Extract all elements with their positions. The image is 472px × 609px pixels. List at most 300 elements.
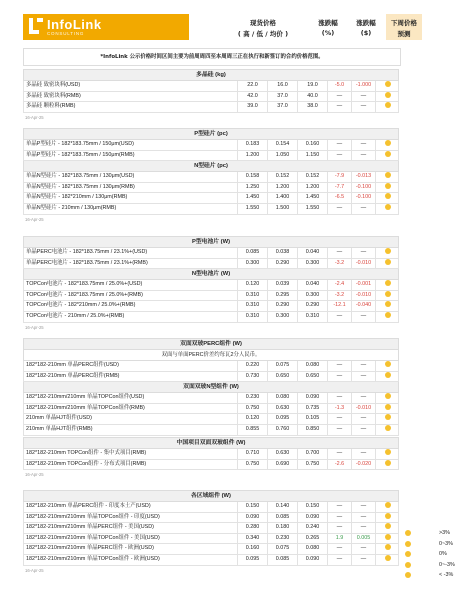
product-name: 单晶P型硅片 - 182*183.75mm / 150μm(RMB): [26, 151, 135, 158]
price-high: 1.250: [237, 183, 267, 193]
change-amount: —: [351, 513, 375, 523]
table-row: [23, 534, 399, 545]
table-row: [23, 193, 399, 204]
change-amount: -0.100: [351, 183, 375, 193]
price-high: 0.300: [237, 259, 267, 269]
price-high: 0.310: [237, 301, 267, 311]
change-percent: —: [327, 151, 351, 161]
product-name: 182*182-210mm/210mm 单晶TOPCon组件(USD): [26, 394, 145, 401]
forecast-face-icon: [385, 449, 391, 455]
price-column-header: 现货价格 ( 高 / 低 / 均价 ): [237, 19, 289, 38]
change-percent: -1.3: [327, 404, 351, 414]
price-low: 0.295: [267, 291, 297, 301]
table-row: [23, 151, 399, 162]
table-row: [23, 544, 399, 555]
price-average: 0.850: [297, 425, 327, 435]
price-high: 0.750: [237, 460, 267, 470]
section-title: 各区域组件 (W): [23, 490, 399, 502]
infolink-logo: [23, 14, 189, 40]
change-amount: -1.000: [351, 81, 375, 91]
table-row: [23, 449, 399, 460]
change-amount: —: [351, 393, 375, 403]
price-average: 40.0: [297, 92, 327, 102]
section-date: 16-Apr-25: [25, 567, 44, 573]
forecast-face-icon: [405, 551, 411, 557]
change-percent: —: [327, 204, 351, 214]
price-high: 0.120: [237, 280, 267, 290]
price-high: 0.230: [237, 393, 267, 403]
price-low: 0.095: [267, 414, 297, 424]
price-average: 1.200: [297, 183, 327, 193]
price-average: 1.450: [297, 193, 327, 203]
legend-item: [405, 571, 463, 580]
legend-item: [405, 540, 463, 549]
price-average: 0.750: [297, 460, 327, 470]
change-percent: -6.5: [327, 193, 351, 203]
legend-label: 0~-3%: [439, 561, 455, 568]
forecast-cell: [375, 151, 400, 161]
table-row: [23, 372, 399, 383]
product-name: 182*182-210mm 单晶PERC组件(USD): [26, 362, 119, 368]
forecast-cell: [375, 92, 400, 102]
change-amount: —: [351, 425, 375, 435]
forecast-face-icon: [405, 562, 411, 568]
legend-label: 0%: [439, 551, 447, 558]
table-row: [23, 404, 399, 415]
price-high: 0.158: [237, 172, 267, 182]
forecast-header: 下周价格 预测: [386, 14, 422, 40]
product-name: TOPCon电池片 - 182*183.75mm / 25.0%+(USD): [26, 281, 143, 288]
forecast-face-icon: [385, 92, 391, 98]
table-row: [23, 204, 399, 215]
price-low: 0.630: [267, 449, 297, 459]
price-average: 0.310: [297, 312, 327, 322]
table-row: [23, 280, 399, 291]
table-row: [23, 102, 399, 113]
table-row: [23, 248, 399, 259]
price-section: [23, 128, 399, 224]
forecast-face-icon: [385, 172, 391, 178]
price-high: 0.085: [237, 248, 267, 258]
forecast-face-icon: [385, 301, 391, 307]
price-average: 0.700: [297, 449, 327, 459]
forecast-cell: [375, 361, 400, 371]
forecast-face-icon: [385, 280, 391, 286]
price-high: 22.0: [237, 81, 267, 91]
price-average: 0.105: [297, 414, 327, 424]
price-high: 0.090: [237, 513, 267, 523]
section-date: 16-Apr-25: [25, 216, 44, 222]
product-name: 210mm 单晶HJT组件(USD): [26, 415, 92, 422]
price-low: 0.300: [267, 312, 297, 322]
change-amount: —: [351, 555, 375, 565]
change-percent-header: 涨跌幅 (%): [318, 19, 338, 37]
section-date: 16-Apr-25: [25, 472, 44, 478]
price-low: 0.690: [267, 460, 297, 470]
change-amount: —: [351, 449, 375, 459]
price-average: 1.550: [297, 204, 327, 214]
price-average: 0.650: [297, 372, 327, 382]
forecast-face-icon: [385, 248, 391, 254]
price-high: 0.750: [237, 404, 267, 414]
subsection-title: 双面双玻N型组件 (W): [23, 382, 399, 393]
forecast-face-icon: [385, 460, 391, 466]
change-percent: —: [327, 248, 351, 258]
price-low: 0.140: [267, 502, 297, 512]
price-average: 0.040: [297, 280, 327, 290]
price-low: 1.400: [267, 193, 297, 203]
forecast-cell: [375, 523, 400, 533]
change-amount: -0.040: [351, 301, 375, 311]
forecast-cell: [375, 460, 400, 470]
section-title: 双面双玻PERC组件 (W): [23, 338, 399, 350]
product-name: 182*182-210mm/210mm 单晶TOPCon组件 - 印度(USD): [26, 513, 160, 520]
forecast-cell: [375, 544, 400, 554]
price-high: 0.730: [237, 372, 267, 382]
forecast-cell: [375, 183, 400, 193]
product-name: 单晶P型硅片 - 182*183.75mm / 150μm(USD): [26, 141, 134, 147]
price-high: 0.095: [237, 555, 267, 565]
forecast-cell: [375, 259, 400, 269]
legend-label: < -3%: [439, 572, 454, 579]
forecast-cell: [375, 140, 400, 150]
product-name: 多晶硅 颗粒料(RMB): [26, 103, 76, 110]
price-high: 39.0: [237, 102, 267, 112]
change-percent: —: [327, 544, 351, 554]
change-percent: -5.0: [327, 81, 351, 91]
price-low: 0.290: [267, 259, 297, 269]
change-amount: —: [351, 361, 375, 371]
forecast-cell: [375, 204, 400, 214]
price-average: 0.040: [297, 248, 327, 258]
change-amount: -0.010: [351, 259, 375, 269]
forecast-face-icon: [385, 151, 391, 157]
product-name: 182*182-210mm/210mm 单晶TOPCon组件 - 欧洲(USD): [26, 555, 160, 562]
change-amount: —: [351, 372, 375, 382]
subsection-title: N型电池片 (W): [23, 269, 399, 280]
price-average: 0.152: [297, 172, 327, 182]
price-low: 0.039: [267, 280, 297, 290]
forecast-face-icon: [385, 372, 391, 378]
forecast-cell: [375, 81, 400, 91]
price-high: 0.150: [237, 502, 267, 512]
change-amount: -0.001: [351, 280, 375, 290]
table-row: [23, 312, 399, 323]
legend-label: 0~3%: [439, 540, 453, 547]
forecast-face-icon: [385, 425, 391, 431]
table-row: [23, 172, 399, 183]
price-low: 0.154: [267, 140, 297, 150]
product-name: 多晶硅 致密块料(USD): [26, 82, 81, 88]
product-name: 单晶N型硅片 - 182*183.75mm / 130μm(RMB): [26, 183, 135, 190]
price-high: 1.450: [237, 193, 267, 203]
table-row: [23, 361, 399, 372]
forecast-cell: [375, 513, 400, 523]
change-amount: —: [351, 248, 375, 258]
table-row: [23, 92, 399, 103]
price-average: 0.735: [297, 404, 327, 414]
legend-item: [405, 561, 463, 570]
forecast-cell: [375, 312, 400, 322]
forecast-face-icon: [385, 523, 391, 529]
change-percent: —: [327, 523, 351, 533]
forecast-face-icon: [405, 572, 411, 578]
forecast-face-icon: [385, 534, 391, 540]
price-low: 0.630: [267, 404, 297, 414]
forecast-face-icon: [385, 361, 391, 367]
price-high: 0.855: [237, 425, 267, 435]
table-row: [23, 414, 399, 425]
section-date: 16-Apr-25: [25, 114, 44, 120]
product-name: 182*182-210mm 单晶PERC组件 - 印度本土产(USD): [26, 503, 151, 509]
forecast-cell: [375, 534, 400, 544]
change-percent: —: [327, 92, 351, 102]
forecast-cell: [375, 248, 400, 258]
legend-item: [405, 550, 463, 559]
forecast-face-icon: [385, 102, 391, 108]
change-amount: -0.010: [351, 291, 375, 301]
forecast-face-icon: [385, 414, 391, 420]
change-percent: —: [327, 513, 351, 523]
logo-subtitle: CONSULTING: [47, 31, 85, 36]
change-amount: -0.020: [351, 460, 375, 470]
price-section: [23, 490, 399, 575]
section-date: 16-Apr-25: [25, 324, 44, 330]
change-amount: —: [351, 312, 375, 322]
price-average: 19.0: [297, 81, 327, 91]
change-amount: 0.005: [351, 534, 375, 544]
product-name: 210mm 单晶HJT组件(RMB): [26, 425, 93, 432]
change-amount: —: [351, 140, 375, 150]
product-name: 182*182-210mm/210mm 单晶TOPCon组件(RMB): [26, 404, 145, 411]
change-percent: -7.9: [327, 172, 351, 182]
price-average: 0.090: [297, 555, 327, 565]
subsection-title: N型硅片 (pc): [23, 161, 399, 172]
table-row: [23, 81, 399, 92]
price-average: 0.160: [297, 140, 327, 150]
price-low: 16.0: [267, 81, 297, 91]
price-high: 1.200: [237, 151, 267, 161]
price-low: 0.760: [267, 425, 297, 435]
forecast-cell: [375, 414, 400, 424]
logo-name: InfoLink: [47, 17, 102, 32]
product-name: 182*182-210mm/210mm 单晶PERC组件 - 美国(USD): [26, 524, 154, 531]
price-average: 0.265: [297, 534, 327, 544]
change-percent: —: [327, 425, 351, 435]
forecast-cell: [375, 393, 400, 403]
price-section: [23, 69, 399, 122]
product-name: 182*182-210mm TOPCon组件 - 集中式项目(RMB): [26, 450, 147, 456]
forecast-cell: [375, 449, 400, 459]
price-section: [23, 338, 399, 445]
product-name: 单晶N型硅片 - 182*210mm / 130μm(RMB): [26, 194, 128, 201]
price-low: 37.0: [267, 92, 297, 102]
section-title: 多晶硅 (kg): [23, 69, 399, 81]
forecast-cell: [375, 280, 400, 290]
forecast-face-icon: [385, 140, 391, 146]
change-percent: —: [327, 361, 351, 371]
price-section: [23, 437, 399, 479]
change-percent: —: [327, 555, 351, 565]
price-average: 0.300: [297, 291, 327, 301]
product-name: 单晶PERC电池片 - 182*183.75mm / 23.1%+(USD): [26, 249, 148, 255]
change-percent: -3.2: [327, 291, 351, 301]
price-high: 0.183: [237, 140, 267, 150]
price-average: 38.0: [297, 102, 327, 112]
price-low: 0.080: [267, 393, 297, 403]
price-high: 0.340: [237, 534, 267, 544]
price-average: 0.290: [297, 301, 327, 311]
change-percent: -3.2: [327, 259, 351, 269]
change-percent: -2.6: [327, 460, 351, 470]
forecast-face-icon: [385, 81, 391, 87]
forecast-cell: [375, 502, 400, 512]
forecast-face-icon: [385, 259, 391, 265]
forecast-cell: [375, 291, 400, 301]
change-percent: 1.9: [327, 534, 351, 544]
product-name: 182*182-210mm/210mm 单晶TOPCon组件 - 美国(USD): [26, 534, 160, 541]
forecast-cell: [375, 425, 400, 435]
price-high: 0.710: [237, 449, 267, 459]
product-name: 182*182-210mm TOPCon组件 - 分布式项目(RMB): [26, 460, 147, 467]
forecast-cell: [375, 404, 400, 414]
change-amount: —: [351, 544, 375, 554]
price-low: 0.230: [267, 534, 297, 544]
price-high: 0.310: [237, 291, 267, 301]
price-low: 0.038: [267, 248, 297, 258]
product-name: TOPCon电池片 - 182*210mm / 25.0%+(RMB): [26, 302, 136, 309]
forecast-face-icon: [385, 204, 391, 210]
change-percent: -2.4: [327, 280, 351, 290]
table-row: [23, 523, 399, 534]
price-notice: *InfoLink 公示价格时间区间主要为前周周四至本周周三正在执行和新签订的合约价格范围。: [23, 48, 401, 66]
price-low: 0.075: [267, 361, 297, 371]
forecast-face-icon: [385, 312, 391, 318]
price-high: 0.160: [237, 544, 267, 554]
change-amount: —: [351, 414, 375, 424]
price-low: 0.085: [267, 513, 297, 523]
change-percent: —: [327, 102, 351, 112]
price-high: 0.280: [237, 523, 267, 533]
price-low: 0.075: [267, 544, 297, 554]
forecast-face-icon: [385, 555, 391, 561]
change-percent: —: [327, 140, 351, 150]
change-amount: —: [351, 92, 375, 102]
price-average: 0.300: [297, 259, 327, 269]
price-low: 0.085: [267, 555, 297, 565]
change-percent: —: [327, 393, 351, 403]
table-row: [23, 513, 399, 524]
price-section: [23, 236, 399, 332]
table-row: [23, 393, 399, 404]
product-name: TOPCon电池片 - 182*183.75mm / 25.0%+(RMB): [26, 291, 143, 298]
forecast-cell: [375, 555, 400, 565]
table-row: [23, 425, 399, 436]
table-row: [23, 460, 399, 471]
price-average: 0.240: [297, 523, 327, 533]
price-low: 1.050: [267, 151, 297, 161]
change-amount: —: [351, 523, 375, 533]
product-name: 多晶硅 致密块料(RMB): [26, 92, 81, 99]
forecast-face-icon: [385, 291, 391, 297]
forecast-face-icon: [385, 193, 391, 199]
price-average: 0.080: [297, 361, 327, 371]
price-low: 1.500: [267, 204, 297, 214]
change-percent: —: [327, 414, 351, 424]
forecast-cell: [375, 301, 400, 311]
legend-label: >3%: [439, 530, 450, 536]
report-header: [23, 14, 463, 40]
price-low: 0.650: [267, 372, 297, 382]
change-amount: —: [351, 204, 375, 214]
change-percent: -12.1: [327, 301, 351, 311]
price-high: 0.310: [237, 312, 267, 322]
price-low: 0.290: [267, 301, 297, 311]
table-row: [23, 183, 399, 194]
change-amount: —: [351, 151, 375, 161]
product-name: 单晶PERC电池片 - 182*183.75mm / 23.1%+(RMB): [26, 259, 148, 266]
price-average: 0.080: [297, 544, 327, 554]
change-amount: —: [351, 102, 375, 112]
change-percent: —: [327, 449, 351, 459]
price-average: 0.090: [297, 513, 327, 523]
price-low: 1.200: [267, 183, 297, 193]
change-amount: -0.100: [351, 193, 375, 203]
section-note: 双面与单面PERC价差约每瓦2分人民币。: [23, 350, 399, 361]
forecast-face-icon: [405, 530, 411, 536]
price-high: 0.120: [237, 414, 267, 424]
change-percent: —: [327, 312, 351, 322]
product-name: 182*182-210mm 单晶PERC组件(RMB): [26, 372, 120, 379]
forecast-cell: [375, 102, 400, 112]
product-name: 182*182-210mm/210mm 单晶PERC组件 - 欧洲(USD): [26, 545, 154, 552]
change-percent: -7.7: [327, 183, 351, 193]
forecast-face-icon: [385, 502, 391, 508]
price-average: 0.090: [297, 393, 327, 403]
change-amount: -0.010: [351, 404, 375, 414]
price-low: 0.180: [267, 523, 297, 533]
table-row: [23, 301, 399, 312]
change-amount: -0.013: [351, 172, 375, 182]
table-row: [23, 502, 399, 513]
forecast-face-icon: [385, 404, 391, 410]
price-average: 1.150: [297, 151, 327, 161]
section-title: P型电池片 (W): [23, 236, 399, 248]
price-low: 0.152: [267, 172, 297, 182]
change-amount: —: [351, 502, 375, 512]
price-high: 0.220: [237, 361, 267, 371]
price-high: 42.0: [237, 92, 267, 102]
legend-item: [405, 529, 463, 538]
change-percent: —: [327, 372, 351, 382]
forecast-face-icon: [385, 183, 391, 189]
product-name: TOPCon电池片 - 210mm / 25.0%+(RMB): [26, 312, 125, 319]
forecast-face-icon: [385, 513, 391, 519]
section-title: P型硅片 (pc): [23, 128, 399, 140]
table-row: [23, 555, 399, 566]
forecast-face-icon: [405, 541, 411, 547]
price-low: 37.0: [267, 102, 297, 112]
forecast-face-icon: [385, 393, 391, 399]
change-dollar-header: 涨跌幅 ($): [356, 19, 376, 37]
section-title: 中国项目双面双玻组件 (W): [23, 437, 399, 449]
forecast-cell: [375, 193, 400, 203]
forecast-cell: [375, 372, 400, 382]
table-row: [23, 291, 399, 302]
table-row: [23, 259, 399, 270]
product-name: 单晶N型硅片 - 210mm / 130μm(RMB): [26, 204, 117, 211]
change-percent: —: [327, 502, 351, 512]
